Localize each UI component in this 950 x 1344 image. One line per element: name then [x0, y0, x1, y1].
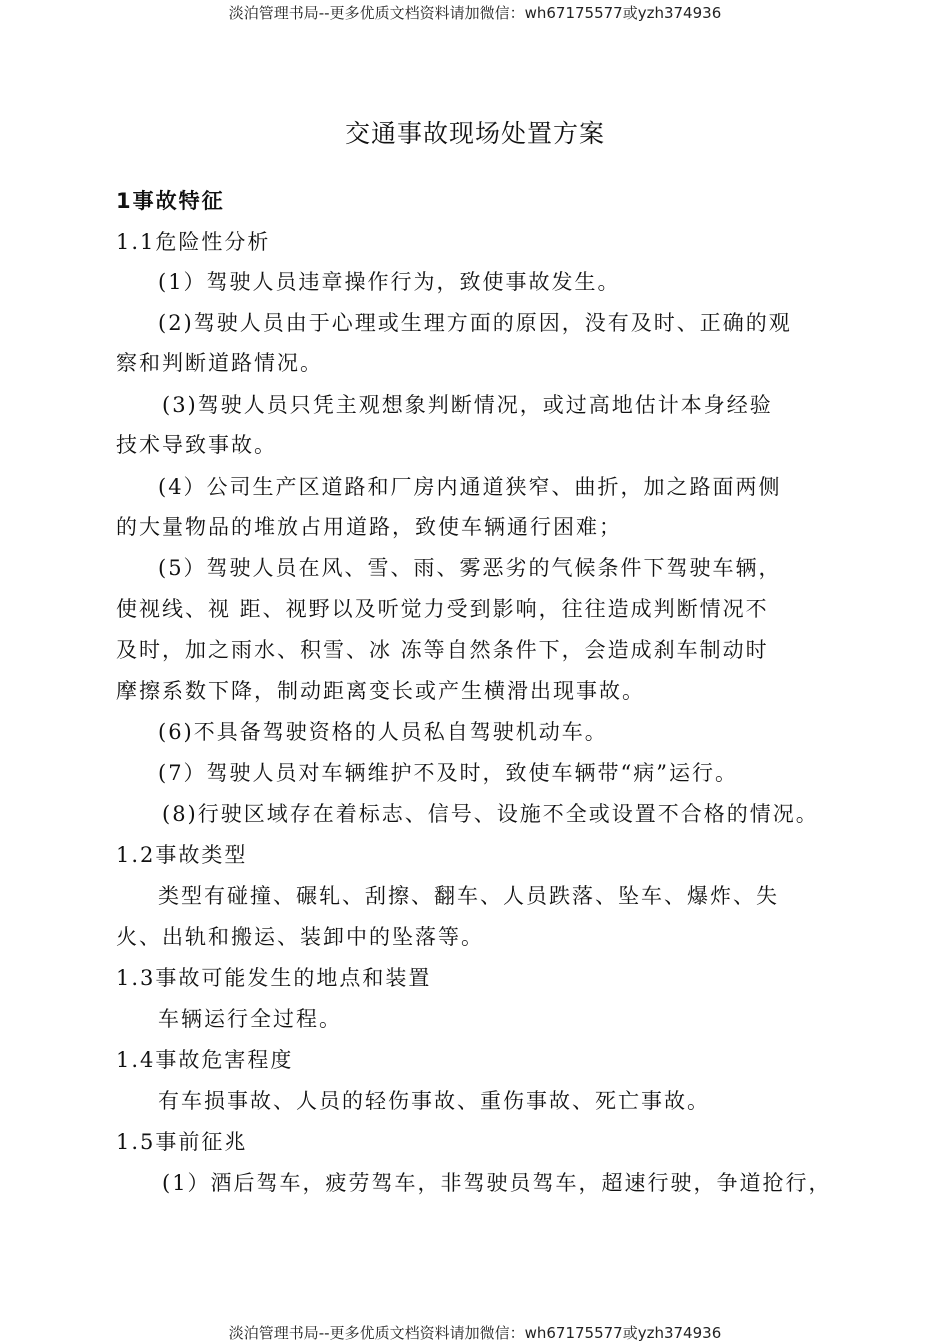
paragraph-line: 察和判断道路情况。 — [116, 351, 323, 375]
paragraph-line: 车辆运行全过程。 — [158, 1007, 342, 1031]
subsection-heading: 1.1危险性分析 — [116, 230, 271, 254]
page-header: 淡泊管理书局--更多优质文档资料请加微信：wh67175577或yzh374936 — [228, 4, 722, 22]
document-title: 交通事故现场处置方案 — [344, 119, 605, 148]
paragraph-line: 火、出轨和搬运、装卸中的坠落等。 — [116, 925, 484, 949]
paragraph-line: (5）驾驶人员在风、雪、雨、雾恶劣的气候条件下驾驶车辆， — [158, 556, 782, 580]
paragraph-line: 有车损事故、人员的轻伤事故、重伤事故、死亡事故。 — [158, 1089, 710, 1113]
paragraph-line: (2)驾驶人员由于心理或生理方面的原因，没有及时、正确的观 — [158, 311, 792, 335]
subsection-heading: 1.5事前征兆 — [116, 1130, 248, 1154]
subsection-heading: 1.4事故危害程度 — [116, 1048, 294, 1072]
section-heading: 1事故特征 — [116, 189, 225, 213]
page-footer: 淡泊管理书局--更多优质文档资料请加微信：wh67175577或yzh374936 — [228, 1324, 722, 1342]
paragraph-line: 技术导致事故。 — [116, 433, 277, 457]
paragraph-line: 摩擦系数下降，制动距离变长或产生横滑出现事故。 — [116, 679, 645, 703]
paragraph-line: (1）酒后驾车，疲劳驾车，非驾驶员驾车，超速行驶，争道抢行， — [162, 1171, 832, 1195]
paragraph-line: 的大量物品的堆放占用道路，致使车辆通行困难； — [116, 515, 622, 539]
paragraph-line: (8)行驶区域存在着标志、信号、设施不全或设置不合格的情况。 — [162, 802, 819, 826]
paragraph-line: 及时，加之雨水、积雪、冰 冻等自然条件下，会造成刹车制动时 — [116, 638, 769, 662]
subsection-heading: 1.2事故类型 — [116, 843, 248, 867]
paragraph-line: 使视线、视 距、视野以及听觉力受到影响，往往造成判断情况不 — [116, 597, 769, 621]
paragraph-line: (6)不具备驾驶资格的人员私自驾驶机动车。 — [158, 720, 608, 744]
paragraph-line: (4）公司生产区道路和厂房内通道狭窄、曲折，加之路面两侧 — [158, 475, 782, 499]
paragraph-line: (3)驾驶人员只凭主观想象判断情况，或过高地估计本身经验 — [162, 393, 773, 417]
paragraph-line: 类型有碰撞、碾轧、刮擦、翻车、人员跌落、坠车、爆炸、失 — [158, 884, 779, 908]
paragraph-line: (7）驾驶人员对车辆维护不及时，致使车辆带“病”运行。 — [158, 761, 739, 785]
paragraph-line: (1）驾驶人员违章操作行为，致使事故发生。 — [158, 270, 621, 294]
subsection-heading: 1.3事故可能发生的地点和装置 — [116, 966, 432, 990]
